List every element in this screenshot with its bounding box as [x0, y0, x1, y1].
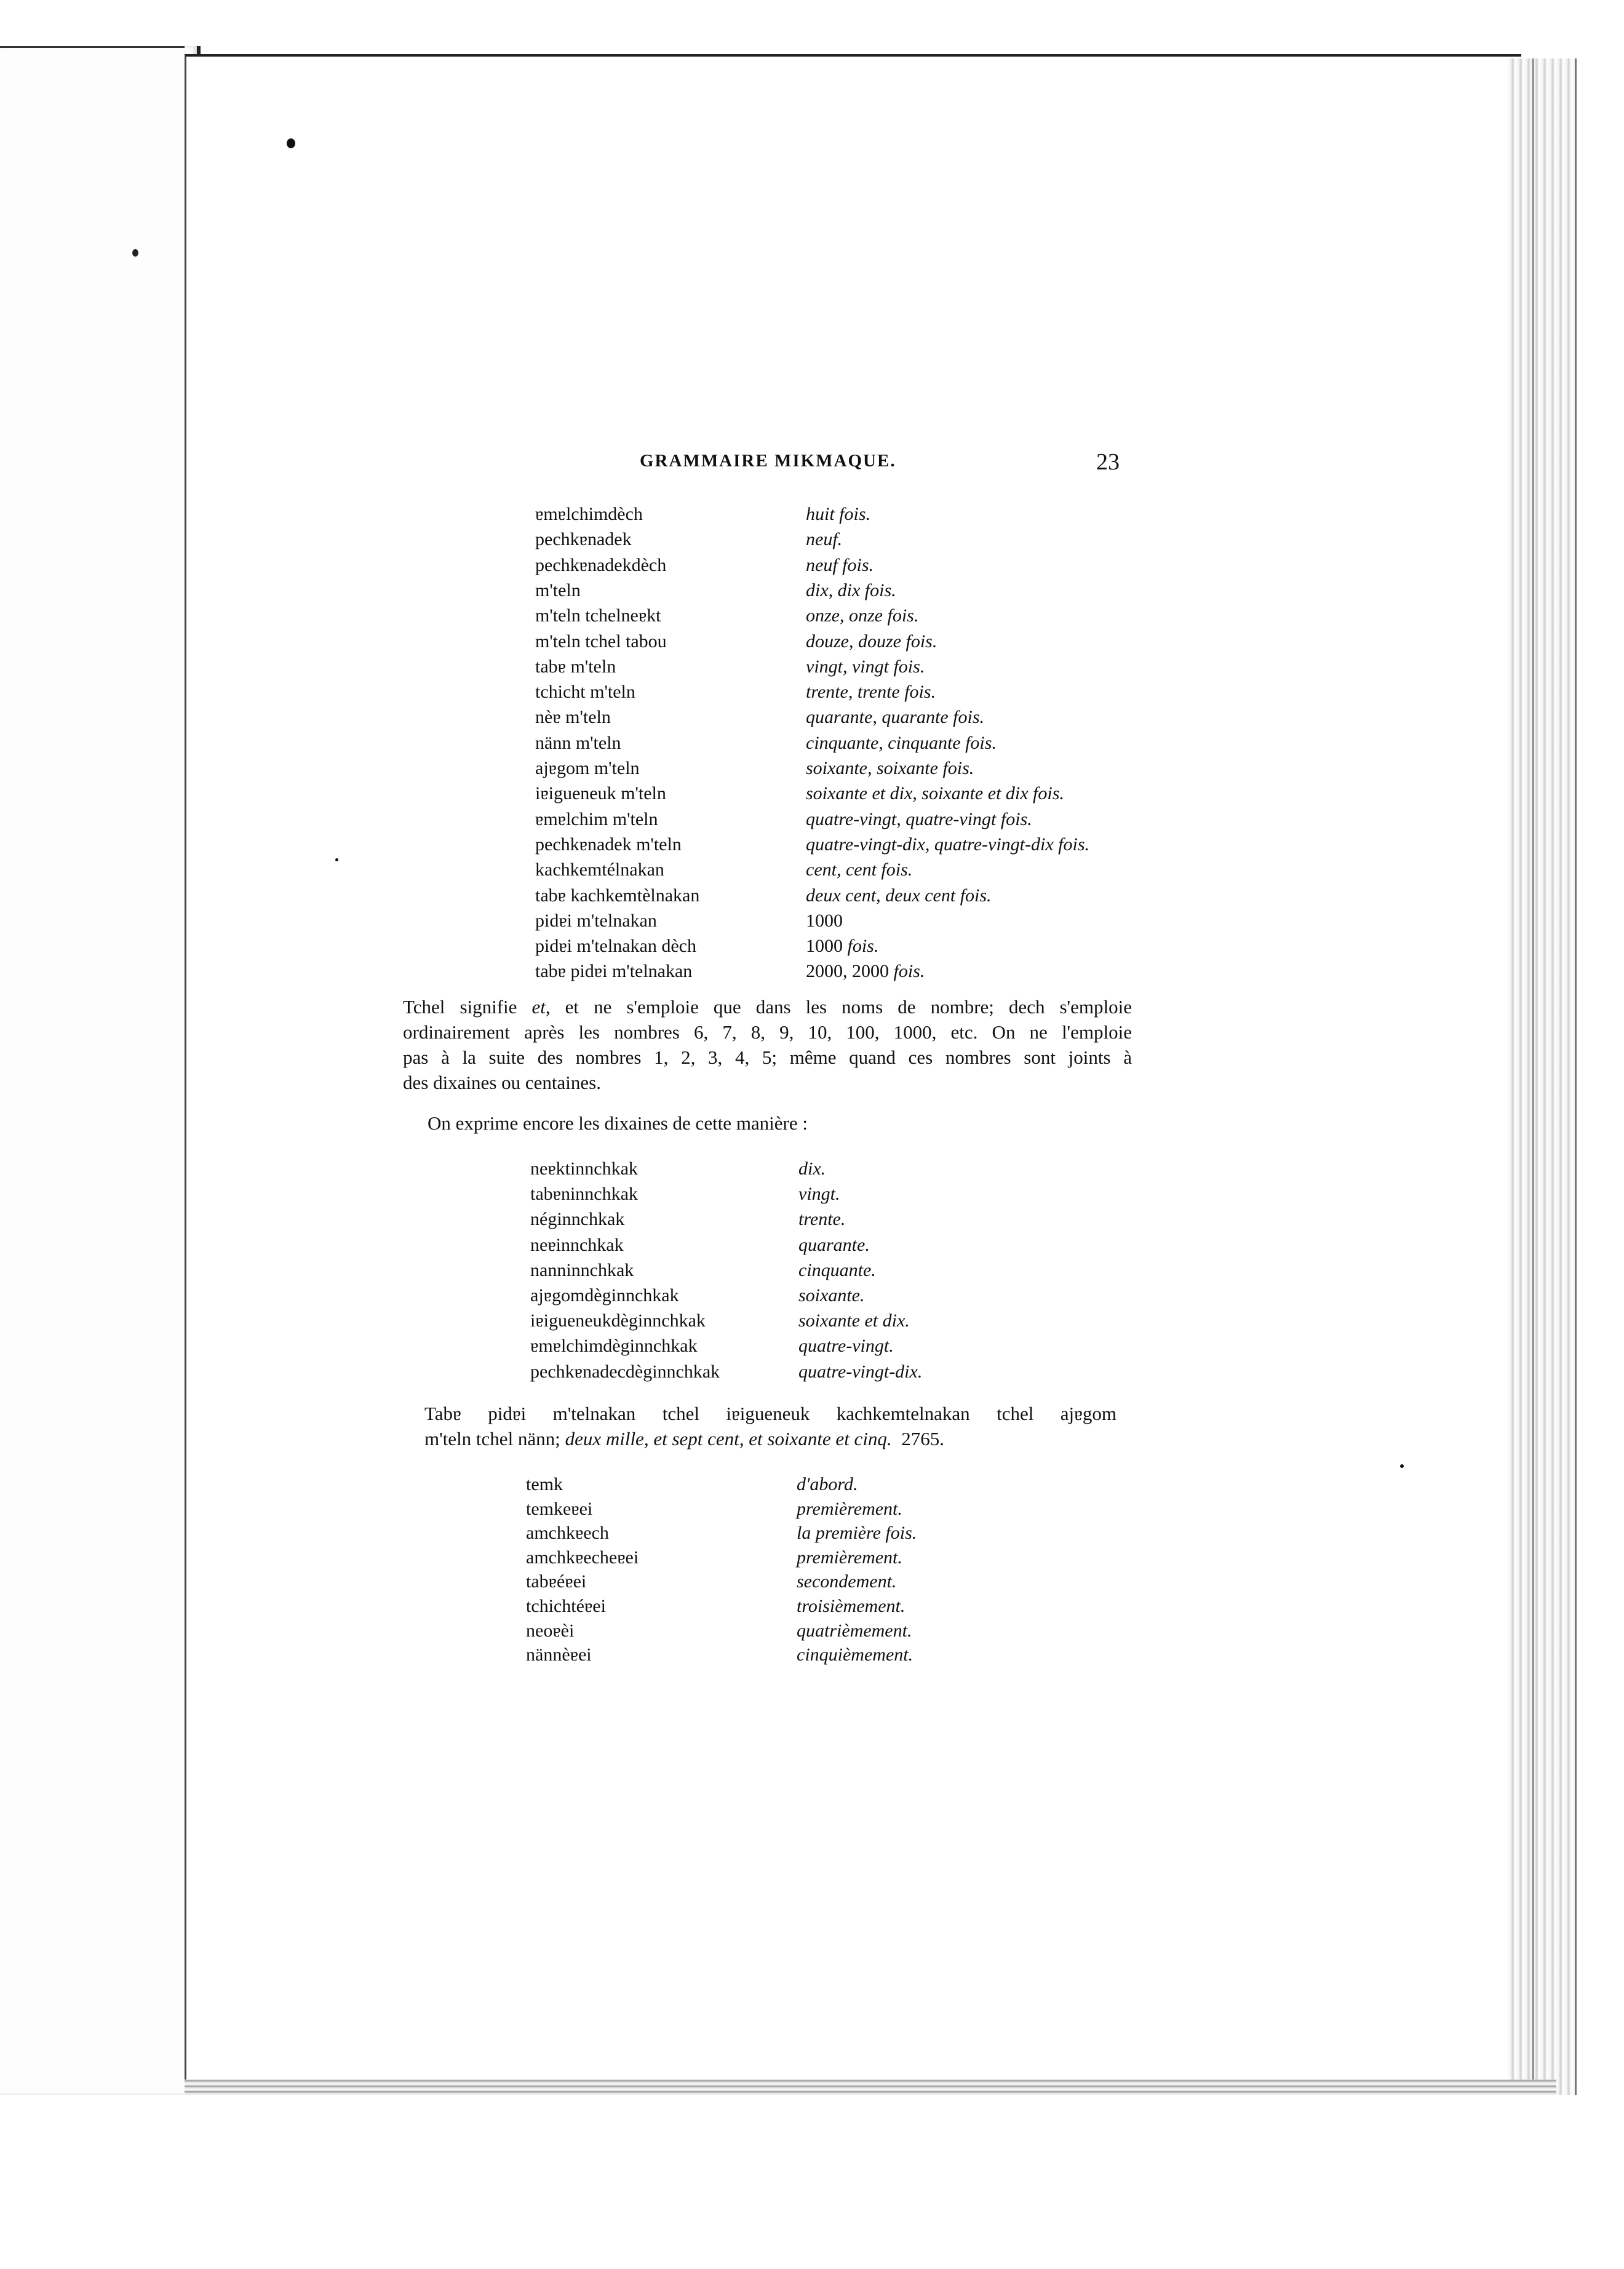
term-cell: tchichtéɐei [526, 1596, 606, 1616]
table-row [535, 704, 1273, 730]
table-row [535, 908, 1273, 933]
gloss-text: neuf. [806, 529, 843, 550]
gloss-cell [806, 603, 918, 628]
table-row [530, 1156, 1268, 1181]
paragraph-line: pas à la suite des nombres 1, 2, 3, 4, 5; même quand ces nombres sont joints à [403, 1047, 1132, 1068]
gloss-text: neuf fois. [806, 554, 874, 575]
paragraph-line: des dixaines ou centaines. [403, 1072, 601, 1093]
gloss-text: cinquante. [798, 1259, 876, 1280]
gloss-text: trente, trente fois. [806, 682, 936, 703]
gloss-text: cinquante, cinquante fois. [806, 732, 997, 753]
gloss-cell [806, 629, 937, 654]
table-row [530, 1308, 1268, 1333]
term-cell: temkeɐei [526, 1498, 593, 1519]
paragraph-dixaines [428, 1111, 1043, 1136]
gloss-cell [797, 1545, 902, 1570]
gloss-cell [798, 1258, 876, 1283]
term-cell: pechkɐnadek m'teln [535, 834, 682, 855]
table-row [526, 1569, 1264, 1594]
term-cell: ɐmɐlchimdèginnchkak [530, 1336, 698, 1357]
paragraph-example [424, 1401, 1116, 1451]
gloss-cell [806, 578, 896, 603]
gloss-number: 1000 [806, 936, 843, 957]
term-cell: nèɐ m'teln [535, 707, 611, 728]
gloss-text: la première fois. [797, 1523, 917, 1544]
table-row [526, 1545, 1264, 1570]
table-row [535, 654, 1273, 679]
gloss-cell [806, 781, 1064, 806]
gloss-text: secondement. [797, 1571, 897, 1592]
gloss-text: cent, cent fois. [806, 859, 913, 880]
gloss-cell [797, 1496, 902, 1521]
gloss-cell [806, 883, 992, 908]
gloss-text: huit fois. [806, 504, 871, 524]
term-cell: tabɐ m'teln [535, 656, 616, 677]
gloss-text: soixante, soixante fois. [806, 758, 974, 778]
table-row [526, 1496, 1264, 1521]
gloss-text: trente. [798, 1209, 846, 1230]
paragraph-line [403, 994, 1132, 1019]
page-edges [1507, 58, 1577, 2095]
term-cell: kachkemtélnakan [535, 859, 664, 880]
paragraph-line: ordinairement après les nombres 6, 7, 8, 9, 10, 100, 1000, etc. On ne l'emploie [403, 1021, 1132, 1043]
gloss-cell [797, 1520, 917, 1545]
gloss-text: quatre-vingt-dix, quatre-vingt-dix fois. [806, 834, 1090, 855]
term-cell: tabɐ kachkemtèlnakan [535, 885, 700, 906]
gloss-text: quatre-vingt. [798, 1336, 894, 1357]
gloss-cell [806, 704, 984, 730]
table-row [535, 629, 1273, 654]
table-row [526, 1642, 1264, 1667]
table-row [526, 1618, 1264, 1643]
gloss-cell [797, 1569, 896, 1594]
term-cell: iɐigueneuk m'teln [535, 783, 666, 804]
gloss-cell [806, 832, 1089, 857]
term-cell: nanninnchkak [530, 1259, 634, 1280]
left-page [0, 46, 201, 2095]
table-row [535, 883, 1273, 908]
paragraph-italic: deux mille, et sept cent, et soixante et cinq. [565, 1428, 892, 1450]
table-row [535, 933, 1273, 959]
term-cell: tabɐéɐei [526, 1571, 587, 1592]
gloss-cell [806, 933, 878, 959]
gloss-cell [806, 908, 843, 933]
gloss-cell [798, 1181, 840, 1206]
table-row [535, 781, 1273, 806]
term-cell: ɐmɐlchim m'teln [535, 808, 658, 829]
gloss-cell [797, 1593, 905, 1619]
gloss-text: dix. [798, 1158, 826, 1179]
term-cell: ɐmɐlchimdèch [535, 504, 643, 524]
gloss-number: 1000 [806, 910, 843, 931]
gloss-cell [798, 1206, 845, 1232]
gloss-cell [798, 1333, 894, 1358]
paragraph-line: Tabɐ pidɐi m'telnakan tchel iɐigueneuk kachkemtelnakan tchel ajɐgom [424, 1403, 1116, 1424]
gloss-text: douze, douze fois. [806, 631, 937, 652]
gloss-text: soixante. [798, 1285, 865, 1306]
term-cell: m'teln [535, 580, 581, 600]
table-row [530, 1359, 1268, 1384]
table-row [530, 1206, 1268, 1232]
page-number: 23 [1096, 449, 1120, 475]
gloss-text: fois. [893, 961, 925, 982]
gloss-cell [797, 1642, 913, 1667]
gloss-cell [798, 1156, 826, 1181]
table-row [535, 603, 1273, 628]
gloss-cell [797, 1472, 858, 1497]
gloss-cell [806, 654, 925, 679]
gloss-text: soixante et dix. [798, 1310, 910, 1331]
term-cell: neɐktinnchkak [530, 1158, 638, 1179]
page-bottom-edge [185, 2080, 1556, 2096]
gloss-cell [806, 552, 874, 578]
table-row [530, 1283, 1268, 1308]
gloss-cell [806, 527, 842, 552]
term-cell: temk [526, 1474, 563, 1494]
gloss-text: quatrièmement. [797, 1620, 912, 1641]
paragraph-text: , et ne s'emploie que dans les noms de nombre; dech s'emploie [545, 996, 1132, 1018]
term-cell: ajɐgom m'teln [535, 758, 640, 778]
paragraph-tchel [403, 994, 1132, 1095]
table-row [535, 552, 1273, 578]
term-cell: tabɐninnchkak [530, 1184, 638, 1205]
term-cell: néginnchkak [530, 1209, 625, 1230]
gloss-cell [797, 1618, 912, 1643]
gloss-cell [806, 857, 912, 882]
gloss-cell [806, 501, 870, 527]
table-row [535, 730, 1273, 756]
left-page-top-edge [0, 46, 185, 48]
term-cell: amchkɐecheɐei [526, 1547, 639, 1568]
gloss-cell [806, 959, 925, 984]
term-cell: pechkɐnadekdèch [535, 554, 667, 575]
gloss-cell [798, 1283, 864, 1308]
ink-dot [287, 138, 295, 148]
paragraph-number: 2765. [901, 1428, 944, 1450]
ink-dot [335, 858, 338, 861]
gloss-text: quatre-vingt-dix. [798, 1361, 923, 1382]
table-row [530, 1232, 1268, 1258]
table-row [535, 578, 1273, 603]
gloss-cell [798, 1308, 910, 1333]
gloss-text: vingt, vingt fois. [806, 656, 925, 677]
term-cell: pidɐi m'telnakan dèch [535, 936, 696, 957]
term-cell: amchkɐech [526, 1523, 609, 1544]
table-row [535, 857, 1273, 882]
gloss-cell [806, 756, 974, 781]
table-row [535, 756, 1273, 781]
gloss-cell [798, 1232, 870, 1258]
term-cell: neɐinnchkak [530, 1234, 624, 1255]
gloss-cell [798, 1359, 922, 1384]
gloss-text: troisièmement. [797, 1596, 906, 1616]
term-cell: m'teln tchelneɐkt [535, 605, 661, 626]
term-cell: pidɐi m'telnakan [535, 910, 657, 931]
table-row [535, 527, 1273, 552]
paragraph-line [424, 1426, 1116, 1451]
term-cell: nännèɐei [526, 1645, 592, 1665]
table-row [535, 679, 1273, 704]
gloss-text: fois. [847, 936, 879, 957]
term-cell: nänn m'teln [535, 732, 621, 753]
ink-dot [1400, 1464, 1404, 1468]
term-cell: m'teln tchel tabou [535, 631, 667, 652]
table-row [526, 1472, 1264, 1497]
gloss-text: onze, onze fois. [806, 605, 919, 626]
term-cell: pechkɐnadecdèginnchkak [530, 1361, 720, 1382]
term-cell: tchicht m'teln [535, 682, 635, 703]
gloss-number: 2000, 2000 [806, 961, 889, 982]
table-row [526, 1520, 1264, 1545]
paragraph-line: On exprime encore les dixaines de cette manière : [428, 1112, 808, 1134]
gloss-text: deux cent, deux cent fois. [806, 885, 992, 906]
table-row [530, 1258, 1268, 1283]
gloss-text: cinquièmement. [797, 1645, 914, 1665]
paragraph-text: Tchel signifie [403, 996, 532, 1018]
gloss-text: dix, dix fois. [806, 580, 896, 600]
table-row [526, 1593, 1264, 1619]
gloss-text: quarante. [798, 1234, 870, 1255]
gloss-cell [806, 730, 997, 756]
term-cell: ajɐgomdèginnchkak [530, 1285, 679, 1306]
table-row [535, 832, 1273, 857]
paragraph-text: m'teln tchel nänn; [424, 1428, 560, 1450]
term-cell: neoɐèi [526, 1620, 575, 1641]
gloss-text: soixante et dix, soixante et dix fois. [806, 783, 1064, 804]
gloss-cell [806, 679, 936, 704]
ink-fleck [132, 249, 138, 257]
table-row [530, 1181, 1268, 1206]
term-cell: pechkɐnadek [535, 529, 632, 550]
gloss-cell [806, 807, 1032, 832]
table-row [535, 959, 1273, 984]
table-row [535, 807, 1273, 832]
gloss-text: quarante, quarante fois. [806, 707, 984, 728]
term-cell: tabɐ pidɐi m'telnakan [535, 961, 693, 982]
gloss-text: premièrement. [797, 1547, 902, 1568]
running-head [640, 451, 1120, 482]
table-row [535, 501, 1273, 527]
gloss-text: quatre-vingt, quatre-vingt fois. [806, 808, 1032, 829]
running-head-title: GRAMMAIRE MIKMAQUE. [640, 451, 896, 471]
gloss-text: d'abord. [797, 1474, 858, 1494]
term-cell: iɐigueneukdèginnchkak [530, 1310, 706, 1331]
gloss-text: vingt. [798, 1184, 840, 1205]
paragraph-italic: et [531, 996, 546, 1018]
gloss-text: premièrement. [797, 1498, 902, 1519]
table-row [530, 1333, 1268, 1358]
